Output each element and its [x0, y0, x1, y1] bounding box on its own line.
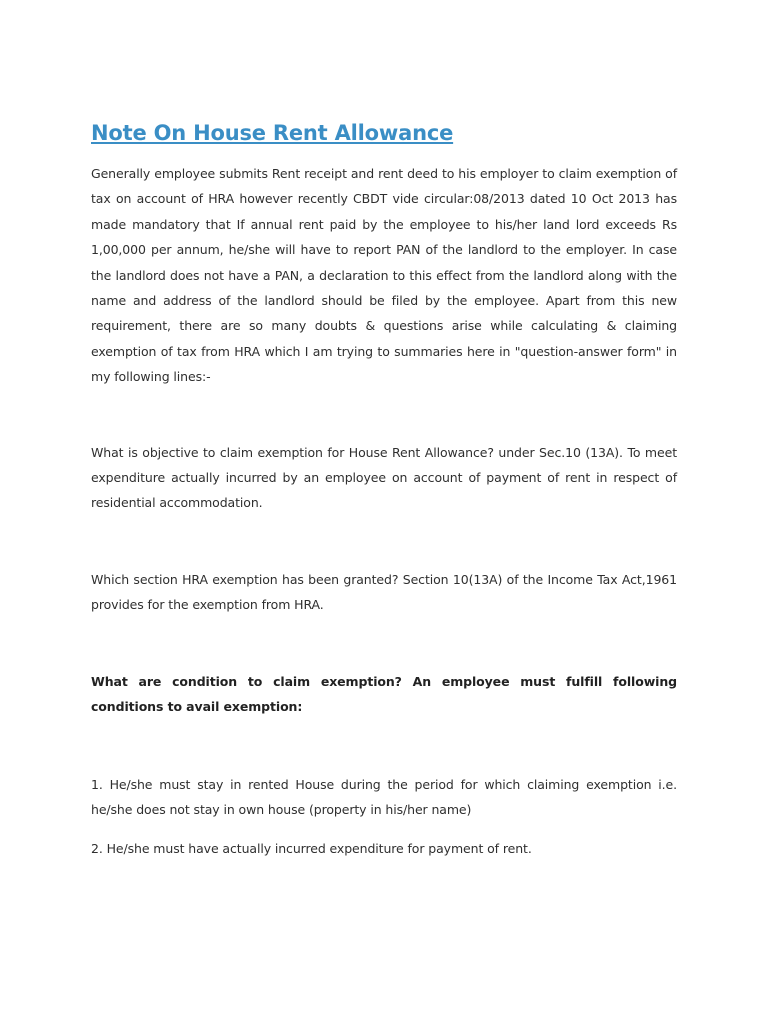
document-page: [91, 118, 677, 862]
objective-paragraph: What is objective to claim exemption for House Rent Allowance? under Sec.10 (13A). To meet expenditure actually incurred by an employee on account of payment of rent in respect of residential accommodation.: [91, 444, 677, 511]
document-title: Note On House Rent Allowance: [91, 121, 454, 145]
condition-item-2: 2. He/she must have actually incurred expenditure for payment of rent.: [91, 841, 532, 857]
section-paragraph: Which section HRA exemption has been granted? Section 10(13A) of the Income Tax Act,1961 provides for the exemption from HRA.: [91, 571, 677, 613]
condition-item-1: 1. He/she must stay in rented House during the period for which claiming exemption i.e. he/she does not stay in own house (property in his/her name): [91, 776, 677, 817]
condition-heading: What are condition to claim exemption? An employee must fulfill following conditions to avail exemption:: [91, 673, 677, 715]
intro-paragraph: Generally employee submits Rent receipt and rent deed to his employer to claim exemption of tax on account of HRA however recently CBDT vide circular:08/2013 dated 10 Oct 2013 has made mandatory that If annual rent paid by the employee to his/her land lord exceeds Rs 1,00,000 per annum, he/she will have to report PAN of the landlord to the employer. In case the landlord does not have a PAN, a declaration to this effect from the landlord along with the name and address of the landlord should be filed by the employee. Apart from this new requirement, there are so many doubts & questions arise while calculating & claiming exemption of tax from HRA which I am trying to summaries here in "question-answer form" in my following lines:-: [91, 166, 677, 385]
